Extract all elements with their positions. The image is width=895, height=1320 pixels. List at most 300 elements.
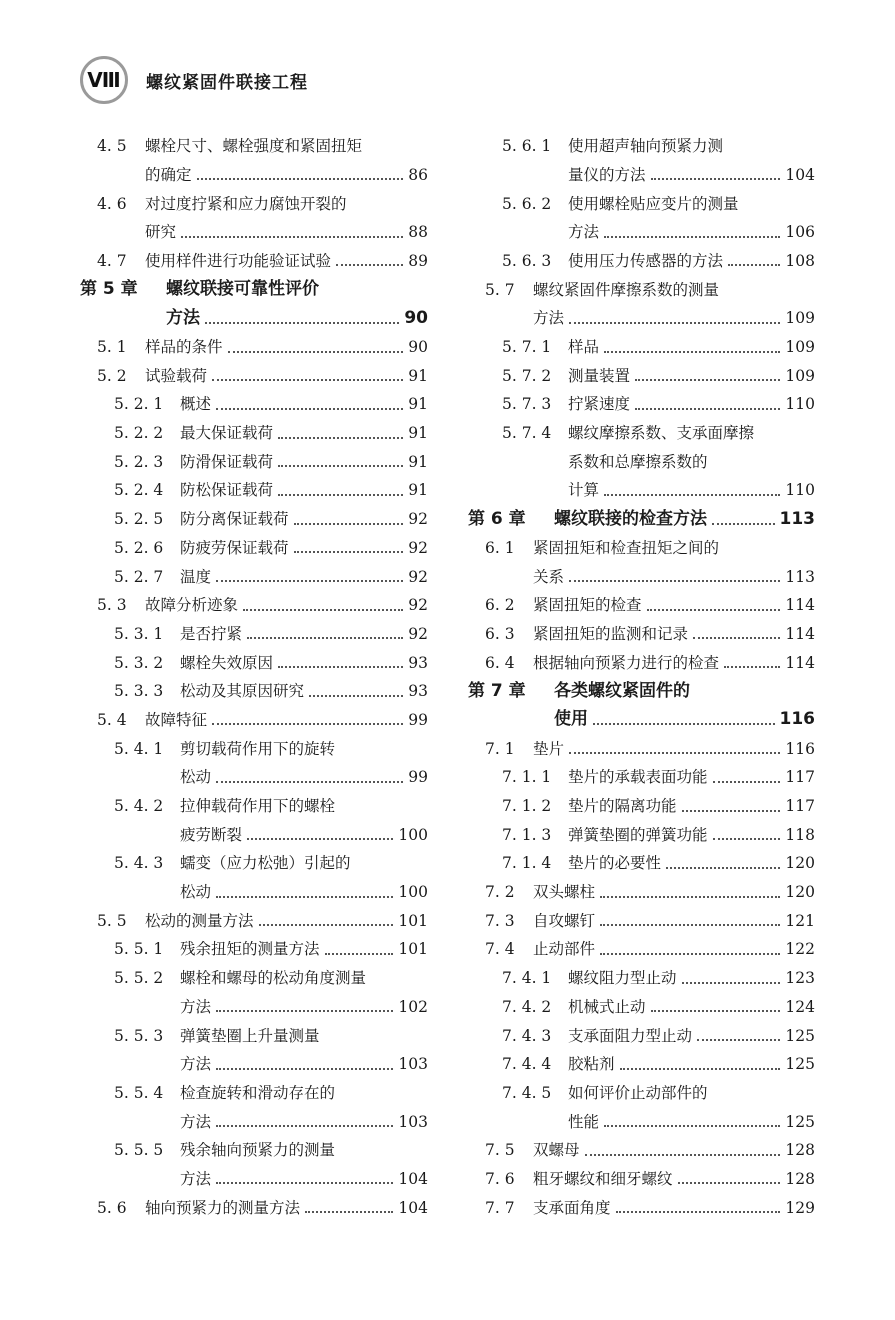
toc-page-number: 91 xyxy=(408,452,428,471)
toc-page-number: 114 xyxy=(785,624,815,643)
toc-entry-title: 松动的测量方法 xyxy=(145,911,254,930)
dot-leader xyxy=(697,1038,780,1041)
dot-leader xyxy=(569,321,780,324)
toc-entry xyxy=(468,642,815,671)
toc-entry-number: 7. 5 xyxy=(485,1141,515,1160)
toc-page-number: 88 xyxy=(408,223,428,242)
toc-entry-title: 故障分析迹象 xyxy=(145,596,239,615)
toc-page-number: 117 xyxy=(785,797,815,815)
toc-entry xyxy=(80,929,428,958)
toc-entry-title: 螺栓尺寸、螺栓强度和紧固扭矩 xyxy=(145,137,363,156)
toc-entry-title: 剪切载荷作用下的旋转 xyxy=(180,739,336,758)
dot-leader xyxy=(616,1210,781,1213)
toc-entry-number: 5. 7 xyxy=(485,280,515,299)
toc-entry xyxy=(468,987,815,1016)
dot-leader xyxy=(600,923,780,926)
toc-chapter-entry xyxy=(80,269,428,298)
toc-entry xyxy=(468,872,815,901)
toc-entry-number: 7. 2 xyxy=(485,883,515,902)
toc-entry xyxy=(80,126,428,155)
toc-entry-number: 7. 4. 2 xyxy=(502,997,552,1016)
toc-entry-title: 试验载荷 xyxy=(145,366,208,385)
toc-entry-title: 的确定 xyxy=(145,165,192,184)
toc-entry-title: 残余扭矩的测量方法 xyxy=(180,940,320,959)
toc-entry-number: 7. 1. 4 xyxy=(502,854,552,873)
toc-page-number: 101 xyxy=(398,940,428,959)
toc-page-number: 116 xyxy=(785,739,815,758)
dot-leader xyxy=(635,407,780,410)
toc-entry-number: 5. 6. 1 xyxy=(502,137,552,156)
toc-entry xyxy=(80,642,428,671)
toc-entry-title: 紧固扭矩和检查扭矩之间的 xyxy=(533,538,720,557)
dot-leader xyxy=(600,952,780,955)
toc-entry-title: 自攻螺钉 xyxy=(533,911,596,930)
toc-entry xyxy=(468,757,815,786)
toc-page-number: 92 xyxy=(408,596,428,615)
toc-entry xyxy=(80,212,428,241)
toc-entry-title: 松动及其原因研究 xyxy=(180,682,305,701)
toc-entry xyxy=(80,1015,428,1044)
toc-entry xyxy=(468,1187,815,1216)
toc-entry-title: 根据轴向预紧力进行的检查 xyxy=(533,653,720,672)
toc-entry-number: 5. 2 xyxy=(97,366,127,385)
toc-page-number: 93 xyxy=(408,653,428,672)
toc-entry-number: 5. 2. 5 xyxy=(114,510,164,529)
toc-entry-title: 方法 xyxy=(568,223,600,242)
toc-chapter-entry xyxy=(468,700,815,729)
toc-page-number: 109 xyxy=(785,309,815,328)
toc-entry-number: 4. 5 xyxy=(97,137,127,156)
toc-entry xyxy=(468,786,815,815)
toc-entry xyxy=(468,1159,815,1188)
toc-page-number: 92 xyxy=(408,567,428,586)
dot-leader xyxy=(682,809,781,812)
dot-leader xyxy=(294,550,404,553)
toc-page-number: 109 xyxy=(785,338,815,356)
toc-entry-title: 螺纹紧固件摩擦系数的测量 xyxy=(533,280,720,299)
toc-page-number: 125 xyxy=(785,1055,815,1074)
toc-entry xyxy=(468,126,815,155)
toc-entry-title: 最大保证载荷 xyxy=(180,424,274,443)
toc-entry xyxy=(80,1101,428,1130)
toc-entry-number: 6. 1 xyxy=(485,538,515,557)
toc-entry-title: 系数和总摩擦系数的 xyxy=(568,452,708,471)
toc-entry-title: 量仪的方法 xyxy=(568,165,646,184)
dot-leader xyxy=(278,436,403,439)
toc-entry-number: 5. 5. 4 xyxy=(114,1083,164,1102)
toc-entry xyxy=(80,413,428,442)
toc-entry xyxy=(468,155,815,184)
toc-entry xyxy=(468,843,815,872)
toc-entry-title: 止动部件 xyxy=(533,940,596,959)
toc-entry-title: 是否拧紧 xyxy=(180,624,243,643)
dot-leader xyxy=(205,321,399,324)
toc-entry-title: 拧紧速度 xyxy=(568,395,631,414)
dot-leader xyxy=(336,263,403,266)
toc-entry-title: 垫片的承载表面功能 xyxy=(568,768,708,787)
dot-leader xyxy=(569,751,780,754)
toc-entry xyxy=(468,212,815,241)
toc-entry-number: 5. 4. 1 xyxy=(114,739,164,758)
dot-leader xyxy=(647,608,781,611)
toc-entry-title: 松动 xyxy=(180,768,212,787)
toc-entry-title: 防松保证载荷 xyxy=(180,481,274,500)
toc-page-number: 102 xyxy=(398,997,428,1016)
toc-entry-title: 弹簧垫圈上升量测量 xyxy=(180,1026,320,1045)
toc-entry-number: 4. 7 xyxy=(97,251,127,270)
toc-page-number: 108 xyxy=(785,251,815,270)
toc-entry xyxy=(80,1130,428,1159)
toc-page-number: 120 xyxy=(785,854,815,873)
toc-page-number: 91 xyxy=(408,424,428,443)
toc-page-number: 110 xyxy=(785,395,815,414)
toc-entry-title: 螺纹阻力型止动 xyxy=(568,969,677,988)
toc-entry xyxy=(80,786,428,815)
toc-entry xyxy=(468,269,815,298)
toc-page-number: 91 xyxy=(408,366,428,385)
toc-entry-title: 温度 xyxy=(180,567,212,586)
toc-page-number: 121 xyxy=(785,911,815,930)
toc-entry xyxy=(80,700,428,729)
dot-leader xyxy=(713,837,781,840)
toc-page-number: 100 xyxy=(398,883,428,902)
toc-entry-title: 方法 xyxy=(166,307,200,328)
toc-entry xyxy=(80,958,428,987)
toc-entry xyxy=(468,1015,815,1044)
dot-leader xyxy=(604,235,780,238)
toc-page-number: 116 xyxy=(779,709,815,730)
toc-entry-title: 样品 xyxy=(568,338,600,356)
toc-entry xyxy=(80,1187,428,1216)
toc-chapter-entry xyxy=(80,298,428,327)
toc-entry-number: 5. 5 xyxy=(97,911,127,930)
toc-entry-title: 弹簧垫圈的弹簧功能 xyxy=(568,825,708,844)
toc-entry xyxy=(468,1073,815,1102)
toc-entry xyxy=(80,327,428,356)
toc-page-number: 103 xyxy=(398,1055,428,1074)
toc-entry xyxy=(80,241,428,270)
toc-chapter-entry xyxy=(468,499,815,528)
dot-leader xyxy=(212,722,403,725)
dot-leader xyxy=(228,350,404,353)
toc-entry xyxy=(80,556,428,585)
toc-entry-number: 5. 6 xyxy=(97,1198,127,1217)
toc-page-number: 91 xyxy=(408,395,428,414)
toc-entry-title: 对过度拧紧和应力腐蚀开裂的 xyxy=(145,194,347,213)
dot-leader xyxy=(620,1067,781,1070)
toc-page-number: 123 xyxy=(785,969,815,988)
toc-entry xyxy=(80,872,428,901)
toc-entry-number: 7. 3 xyxy=(485,911,515,930)
toc-entry-title: 计算 xyxy=(568,481,600,500)
toc-entry xyxy=(468,470,815,499)
toc-entry-title: 螺纹摩擦系数、支承面摩擦 xyxy=(568,424,755,443)
toc-entry xyxy=(468,728,815,757)
toc-entry-title: 蠕变（应力松弛）引起的 xyxy=(180,854,351,873)
toc-entry-number: 7. 6 xyxy=(485,1169,515,1188)
toc-page-number: 128 xyxy=(785,1169,815,1188)
toc-entry-title: 性能 xyxy=(568,1112,600,1131)
dot-leader xyxy=(259,923,394,926)
toc-page-number: 93 xyxy=(408,682,428,701)
dot-leader xyxy=(682,981,781,984)
toc-entry-number: 7. 4. 5 xyxy=(502,1083,552,1102)
toc-page-number: 113 xyxy=(779,508,815,529)
toc-entry xyxy=(468,929,815,958)
toc-page-number: 92 xyxy=(408,624,428,643)
toc-entry-number: 5. 3 xyxy=(97,596,127,615)
toc-entry xyxy=(80,614,428,643)
toc-entry-number: 5. 6. 2 xyxy=(502,194,552,213)
toc-entry-title: 机械式止动 xyxy=(568,997,646,1016)
toc-entry-number: 第 5 章 xyxy=(80,279,138,300)
toc-entry-number: 5. 4. 2 xyxy=(114,797,164,815)
toc-entry-number: 5. 3. 1 xyxy=(114,624,164,643)
toc-entry-title: 支承面阻力型止动 xyxy=(568,1026,693,1045)
dot-leader xyxy=(604,493,780,496)
toc-entry-number: 5. 7. 2 xyxy=(502,366,552,385)
toc-entry-number: 5. 4 xyxy=(97,710,127,729)
toc-entry xyxy=(468,356,815,385)
toc-entry xyxy=(468,298,815,327)
toc-entry-title: 防疲劳保证载荷 xyxy=(180,538,289,557)
dot-leader xyxy=(216,1067,393,1070)
toc-page-number: 106 xyxy=(785,223,815,242)
toc-entry-title: 检查旋转和滑动存在的 xyxy=(180,1083,336,1102)
toc-entry xyxy=(80,843,428,872)
toc-entry-title: 垫片的隔离功能 xyxy=(568,797,677,815)
dot-leader xyxy=(216,579,403,582)
toc-entry-title: 支承面角度 xyxy=(533,1198,611,1217)
dot-leader xyxy=(651,177,781,180)
dot-leader xyxy=(604,1124,780,1127)
toc-entry-title: 垫片的必要性 xyxy=(568,854,662,873)
toc-page-number: 125 xyxy=(785,1026,815,1045)
toc-entry-number: 5. 5. 5 xyxy=(114,1141,164,1160)
dot-leader xyxy=(651,1009,781,1012)
toc-entry-title: 方法 xyxy=(180,1055,212,1074)
toc-entry-title: 方法 xyxy=(180,997,212,1016)
toc-entry-title: 螺栓和螺母的松动角度测量 xyxy=(180,969,367,988)
toc-entry-title: 如何评价止动部件的 xyxy=(568,1083,708,1102)
roman-page-number-badge: Ⅷ xyxy=(80,56,128,104)
toc-entry xyxy=(80,1073,428,1102)
dot-leader xyxy=(724,665,780,668)
toc-entry-number: 5. 1 xyxy=(97,338,127,356)
toc-entry xyxy=(468,1101,815,1130)
toc-entry xyxy=(80,384,428,413)
dot-leader xyxy=(325,952,394,955)
toc-entry-number: 7. 1. 1 xyxy=(502,768,552,787)
toc-page-number: 104 xyxy=(398,1169,428,1188)
toc-entry-title: 防滑保证载荷 xyxy=(180,452,274,471)
toc-entry-number: 6. 4 xyxy=(485,653,515,672)
toc-page-number: 124 xyxy=(785,997,815,1016)
toc-entry xyxy=(468,528,815,557)
toc-entry-number: 7. 4. 4 xyxy=(502,1055,552,1074)
dot-leader xyxy=(216,1009,393,1012)
toc-entry-number: 5. 6. 3 xyxy=(502,251,552,270)
toc-page-number: 101 xyxy=(398,911,428,930)
toc-entry-title: 关系 xyxy=(533,567,565,586)
dot-leader xyxy=(728,263,780,266)
toc-entry-number: 7. 1. 2 xyxy=(502,797,552,815)
toc-entry xyxy=(468,585,815,614)
toc-page-number: 92 xyxy=(408,538,428,557)
toc-entry xyxy=(80,470,428,499)
toc-entry-title: 防分离保证载荷 xyxy=(180,510,289,529)
toc-entry-title: 研究 xyxy=(145,223,177,242)
dot-leader xyxy=(278,493,403,496)
dot-leader xyxy=(593,722,775,725)
toc-page-number: 89 xyxy=(408,251,428,270)
toc-entry xyxy=(80,183,428,212)
toc-entry-title: 使用超声轴向预紧力测 xyxy=(568,137,724,156)
toc-entry-number: 6. 3 xyxy=(485,624,515,643)
dot-leader xyxy=(635,378,780,381)
toc-entry-number: 第 7 章 xyxy=(468,680,526,701)
dot-leader xyxy=(216,1181,393,1184)
toc-entry xyxy=(80,528,428,557)
toc-entry xyxy=(80,987,428,1016)
toc-entry xyxy=(468,442,815,471)
toc-entry-number: 5. 7. 4 xyxy=(502,424,552,443)
dot-leader xyxy=(294,522,404,525)
dot-leader xyxy=(216,895,393,898)
toc-entry-title: 方法 xyxy=(180,1169,212,1188)
toc-entry-title: 故障特征 xyxy=(145,710,208,729)
toc-entry xyxy=(468,1130,815,1159)
toc-page-number: 118 xyxy=(785,825,815,844)
toc-page-number: 103 xyxy=(398,1112,428,1131)
toc-entry-title: 方法 xyxy=(180,1112,212,1131)
toc-page-number: 90 xyxy=(408,338,428,356)
dot-leader xyxy=(216,780,403,783)
toc-entry xyxy=(468,556,815,585)
dot-leader xyxy=(600,895,780,898)
dot-leader xyxy=(247,837,393,840)
toc-entry-title: 松动 xyxy=(180,883,212,902)
toc-page-number: 113 xyxy=(785,567,815,586)
toc-entry xyxy=(80,155,428,184)
toc-entry-number: 5. 5. 1 xyxy=(114,940,164,959)
toc-page-number: 91 xyxy=(408,481,428,500)
toc-entry-title: 螺纹联接可靠性评价 xyxy=(166,279,319,300)
dot-leader xyxy=(693,636,780,639)
toc-column-right xyxy=(468,126,815,1216)
toc-page-number: 100 xyxy=(398,825,428,844)
dot-leader xyxy=(216,1124,393,1127)
toc-entry-title: 样品的条件 xyxy=(145,338,223,356)
toc-entry-title: 拉伸载荷作用下的螺栓 xyxy=(180,797,336,815)
dot-leader xyxy=(212,378,403,381)
toc-page-number: 92 xyxy=(408,510,428,529)
toc-entry-number: 5. 5. 3 xyxy=(114,1026,164,1045)
toc-entry xyxy=(468,614,815,643)
toc-page-number: 125 xyxy=(785,1112,815,1131)
toc-entry xyxy=(468,413,815,442)
toc-entry-number: 7. 4. 3 xyxy=(502,1026,552,1045)
dot-leader xyxy=(678,1181,781,1184)
toc-entry-number: 5. 7. 3 xyxy=(502,395,552,414)
toc-entry-number: 5. 4. 3 xyxy=(114,854,164,873)
toc-entry-title: 粗牙螺纹和细牙螺纹 xyxy=(533,1169,673,1188)
toc-page-number: 120 xyxy=(785,883,815,902)
toc-entry-number: 5. 2. 1 xyxy=(114,395,164,414)
toc-entry xyxy=(80,356,428,385)
toc-entry-number: 5. 5. 2 xyxy=(114,969,164,988)
toc-entry-number: 5. 2. 2 xyxy=(114,424,164,443)
dot-leader xyxy=(197,177,404,180)
toc-chapter-entry xyxy=(468,671,815,700)
toc-entry-title: 双头螺柱 xyxy=(533,883,596,902)
toc-entry-title: 使用压力传感器的方法 xyxy=(568,251,724,270)
toc-entry-title: 残余轴向预紧力的测量 xyxy=(180,1141,336,1160)
toc-entry-number: 5. 2. 6 xyxy=(114,538,164,557)
dot-leader xyxy=(216,407,403,410)
toc-entry-number: 7. 7 xyxy=(485,1198,515,1217)
toc-entry-title: 紧固扭矩的监测和记录 xyxy=(533,624,689,643)
toc-entry xyxy=(80,499,428,528)
toc-entry-title: 胶粘剂 xyxy=(568,1055,615,1074)
dot-leader xyxy=(712,522,775,525)
toc-entry xyxy=(468,384,815,413)
toc-page-number: 110 xyxy=(785,481,815,500)
toc-entry xyxy=(468,958,815,987)
toc-page-number: 99 xyxy=(408,768,428,787)
toc-entry-number: 5. 7. 1 xyxy=(502,338,552,356)
toc-entry-number: 7. 4 xyxy=(485,940,515,959)
dot-leader xyxy=(278,665,403,668)
toc-entry-number: 7. 4. 1 xyxy=(502,969,552,988)
toc-entry xyxy=(468,901,815,930)
toc-page-number: 129 xyxy=(785,1198,815,1217)
toc-page-number: 104 xyxy=(785,165,815,184)
toc-entry xyxy=(468,327,815,356)
toc-entry-title: 双螺母 xyxy=(533,1141,580,1160)
toc-page-number: 128 xyxy=(785,1141,815,1160)
toc-entry xyxy=(80,1159,428,1188)
toc-page-number: 90 xyxy=(404,307,428,328)
toc-entry xyxy=(80,442,428,471)
toc-entry-number: 5. 3. 2 xyxy=(114,653,164,672)
toc-page-number: 122 xyxy=(785,940,815,959)
toc-entry-number: 5. 2. 7 xyxy=(114,567,164,586)
toc-entry-number: 5. 2. 4 xyxy=(114,481,164,500)
toc-page-number: 109 xyxy=(785,366,815,385)
dot-leader xyxy=(585,1153,781,1156)
toc-entry xyxy=(80,757,428,786)
toc-page-number: 104 xyxy=(398,1198,428,1217)
toc-entry-number: 7. 1 xyxy=(485,739,515,758)
toc-entry-title: 概述 xyxy=(180,395,212,414)
toc-entry-number: 6. 2 xyxy=(485,596,515,615)
toc-page-number: 99 xyxy=(408,710,428,729)
dot-leader xyxy=(181,235,403,238)
toc-column-left xyxy=(80,126,428,1216)
toc-entry-number: 5. 3. 3 xyxy=(114,682,164,701)
dot-leader xyxy=(713,780,781,783)
toc-entry-title: 紧固扭矩的检查 xyxy=(533,596,642,615)
toc-entry-title: 测量装置 xyxy=(568,366,631,385)
book-title: 螺纹紧固件联接工程 xyxy=(146,73,308,93)
toc-entry xyxy=(468,1044,815,1073)
toc-entry-title: 各类螺纹紧固件的 xyxy=(554,680,690,701)
dot-leader xyxy=(309,694,403,697)
toc-page-number: 117 xyxy=(785,768,815,787)
toc-page-number: 114 xyxy=(785,653,815,672)
dot-leader xyxy=(278,464,403,467)
